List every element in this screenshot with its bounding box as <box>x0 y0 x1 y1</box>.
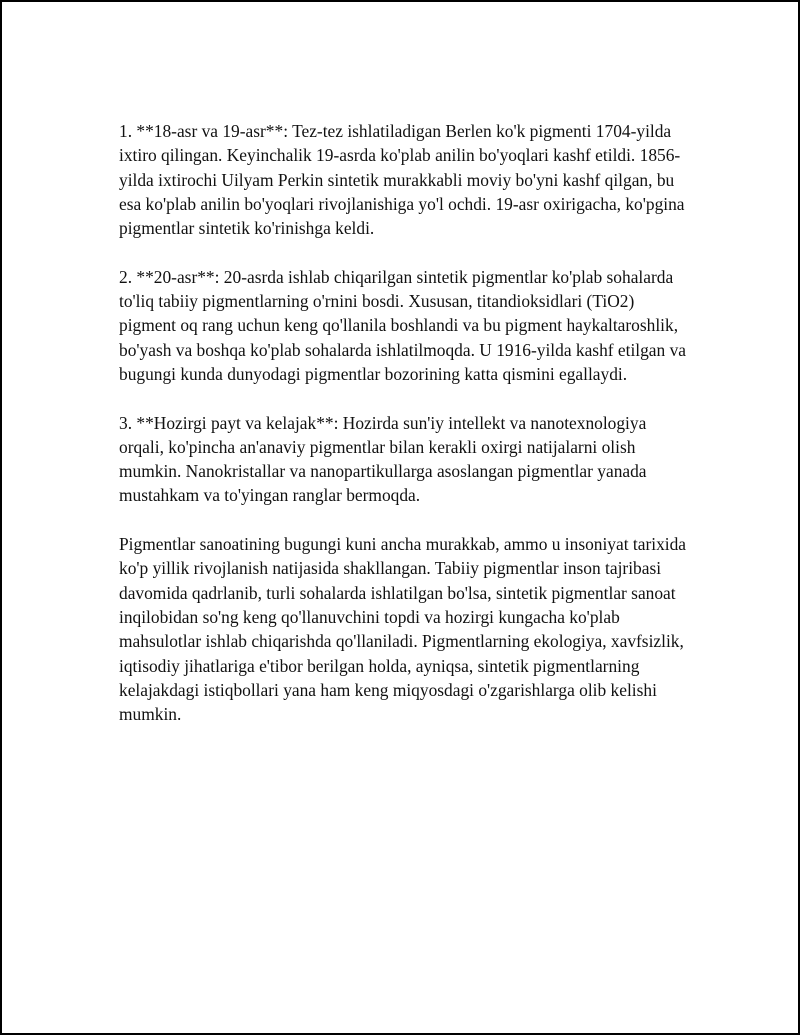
paragraph-conclusion: Pigmentlar sanoatining bugungi kuni ancha murakkab, ammo u insoniyat tarixida ko'p yillik rivojlanish natijasida shakllangan. Tabiiy pigmentlar inson tajribasi davomida qadrlanib, turli sohalarda ishlatilgan bo'lsa, sintetik pigmentlar sanoat inqilobidan so'ng keng qo'llanuvchini topdi va hozirgi kungacha ko'plab mahsulotlar ishlab chiqarishda qo'llaniladi. Pigmentlarning ekologiya, xavfsizlik, iqtisodiy jihatlariga e'tibor berilgan holda, ayniqsa, sintetik pigmentlarning kelajakdagi istiqbollari yana ham keng miqyosdagi o'zgarishlarga olib kelishi mumkin. <box>119 534 687 725</box>
paragraph-present-future: 3. **Hozirgi payt va kelajak**: Hozirda sun'iy intellekt va nanotexnologiya orqali, ko'pincha an'anaviy pigmentlar bilan kerakli oxirgi natijalarni olish mumkin. Nanokristallar va nanopartikullarga asoslangan pigmentlar yanada mustahkam va to'yingan ranglar bermoqda. <box>119 412 647 506</box>
document-body <box>119 119 691 726</box>
paragraph-20-century: 2. **20-asr**: 20-asrda ishlab chiqarilgan sintetik pigmentlar ko'plab sohalarda to'liq tabiiy pigmentlarning o'rnini bosdi. Xususan, titandioksidlari (TiO2) pigment oq rang uchun keng qo'llanila boshlandi va bu pigment haykaltaroshlik, bo'yash va boshqa ko'plab sohalarda ishlatilmoqda. U 1916-yilda kashf etilgan va bugungi kunda dunyodagi pigmentlar bozorining katta qismini egallaydi. <box>119 266 686 384</box>
paragraph-18-19-century: 1. **18-asr va 19-asr**: Tez-tez ishlatiladigan Berlen ko'k pigmenti 1704-yilda ixtiro qilingan. Keyinchalik 19-asrda ko'plab anilin bo'yoqlari kashf etildi. 1856-yilda ixtirochi Uilyam Perkin sintetik murakkabli moviy bo'yni kashf qilgan, bu esa ko'plab anilin bo'yoqlari rivojlanishiga yo'l ochdi. 19-asr oxirigacha, ko'pgina pigmentlar sintetik ko'rinishga keldi. <box>119 121 685 239</box>
